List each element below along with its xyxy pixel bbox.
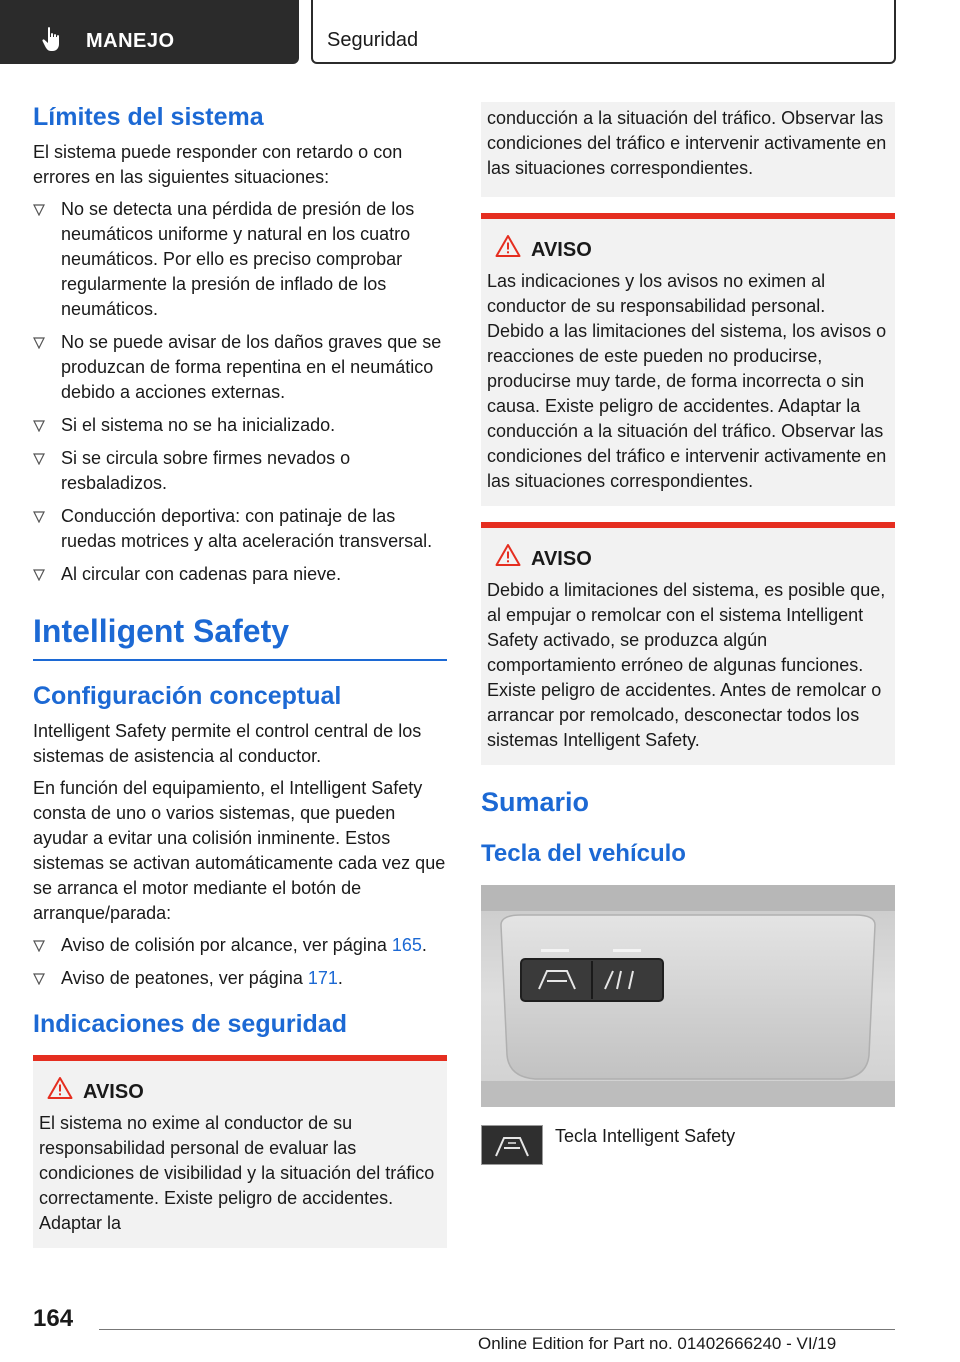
page-link[interactable]: 165 — [391, 935, 422, 955]
warning-box — [33, 1055, 447, 1248]
footer-rule — [99, 1329, 895, 1330]
limits-intro: El sistema puede responder con retardo o con errores en las siguientes situaciones: — [33, 142, 403, 187]
concept-paragraph-1: Intelligent Safety permite el control central de los sistemas de asistencia al conductor. — [33, 721, 422, 766]
chapter-label: MANEJO — [86, 30, 175, 52]
button-heading: Tecla del vehículo — [481, 840, 686, 867]
right-column — [481, 102, 895, 1165]
concept-heading: Configuración conceptual — [33, 682, 342, 710]
warning-box — [481, 522, 895, 765]
page-link[interactable]: 171 — [307, 968, 338, 988]
warning-triangle-icon — [495, 543, 521, 567]
hand-pointer-icon — [40, 26, 64, 52]
bullet-triangle-icon — [33, 940, 45, 952]
bullet-triangle-icon — [33, 511, 45, 523]
concept-paragraph-2: En función del equipamiento, el Intelligent Safety consta de uno o varios sistemas, que pueden ayudar a evitar una colisión inminente. Estos sistemas se activan automáticamente cada vez que se arranca el motor mediante el botón de arranque/parada: — [33, 778, 446, 923]
bullet-triangle-icon — [33, 569, 45, 581]
list-item: No se puede avisar de los daños graves que se produzcan de forma repentina en el neumático debido a acciones externas. — [33, 330, 447, 405]
list-item: Conducción deportiva: con patinaje de las ruedas motrices y alta aceleración transversal. — [33, 504, 447, 554]
section-header — [311, 0, 896, 64]
list-item: Si se circula sobre firmes nevados o resbaladizos. — [33, 446, 447, 496]
warning-title: AVISO — [83, 1081, 144, 1103]
main-heading: Intelligent Safety — [33, 613, 290, 649]
list-item: Aviso de peatones, ver página 171. — [33, 966, 447, 991]
bullet-triangle-icon — [33, 337, 45, 349]
edition-text: Online Edition for Part no. 01402666240 - VI/19 — [478, 1334, 837, 1353]
list-item: Aviso de colisión por alcance, ver página 165. — [33, 933, 447, 958]
warning-text: conducción a la situación del tráfico. Observar las condiciones del tráfico e intervenir activamente en las situaciones correspondientes. — [487, 108, 887, 178]
vehicle-button-photo — [481, 885, 895, 1107]
limits-list — [33, 197, 447, 587]
page-number: 164 — [33, 1305, 74, 1332]
safety-heading: Indicaciones de seguridad — [33, 1010, 347, 1038]
list-item: Si el sistema no se ha inicializado. — [33, 413, 447, 438]
bullet-triangle-icon — [33, 973, 45, 985]
left-column — [33, 100, 447, 1248]
intelligent-safety-button-icon — [481, 1125, 543, 1165]
bullet-triangle-icon — [33, 453, 45, 465]
warning-triangle-icon — [47, 1076, 73, 1100]
bullet-triangle-icon — [33, 420, 45, 432]
warning-box-continued — [481, 102, 895, 197]
warning-title: AVISO — [531, 548, 592, 570]
limits-heading: Límites del sistema — [33, 103, 264, 131]
warning-box — [481, 213, 895, 506]
legend-text: Tecla Intelligent Safety — [555, 1126, 736, 1146]
console-illustration — [481, 885, 895, 1107]
concept-list — [33, 933, 447, 991]
warning-triangle-icon — [495, 234, 521, 258]
heading-rule — [33, 659, 447, 661]
summary-heading: Sumario — [481, 787, 590, 817]
section-label: Seguridad — [327, 29, 419, 51]
bullet-triangle-icon — [33, 204, 45, 216]
warning-text: Las indicaciones y los avisos no eximen al conductor de su responsabilidad personal. Debido a las limitaciones del sistema, los avisos o reacciones de este pueden no producirse, producirse muy tarde, de forma incorrecta o sin causa. Existe peligro de accidentes. Adaptar la conducción a la situación del tráfico. Observar las condiciones del tráfico e intervenir activamente en las situaciones correspondientes. — [487, 271, 887, 491]
warning-text: Debido a limitaciones del sistema, es posible que, al empujar o remolcar con el sistema Intelligent Safety activado, se produzca algún comportamiento erróneo de algunas funciones. Existe peligro de accidentes. Antes de remolcar o arrancar por remolcado, desconectar todos los sistemas Intelligent Safety. — [487, 580, 886, 750]
chapter-tab[interactable] — [0, 0, 299, 64]
list-item: Al circular con cadenas para nieve. — [33, 562, 447, 587]
button-legend — [481, 1125, 895, 1165]
warning-title: AVISO — [531, 239, 592, 261]
list-item: No se detecta una pérdida de presión de los neumáticos uniforme y natural en los cuatro neumáticos. Por ello es preciso comprobar regularmente la presión de inflado de los neumáticos. — [33, 197, 447, 322]
warning-text: El sistema no exime al conductor de su responsabilidad personal de evaluar las condiciones de visibilidad y la situación del tráfico correctamente. Existe peligro de accidentes. Adaptar la — [39, 1113, 435, 1233]
